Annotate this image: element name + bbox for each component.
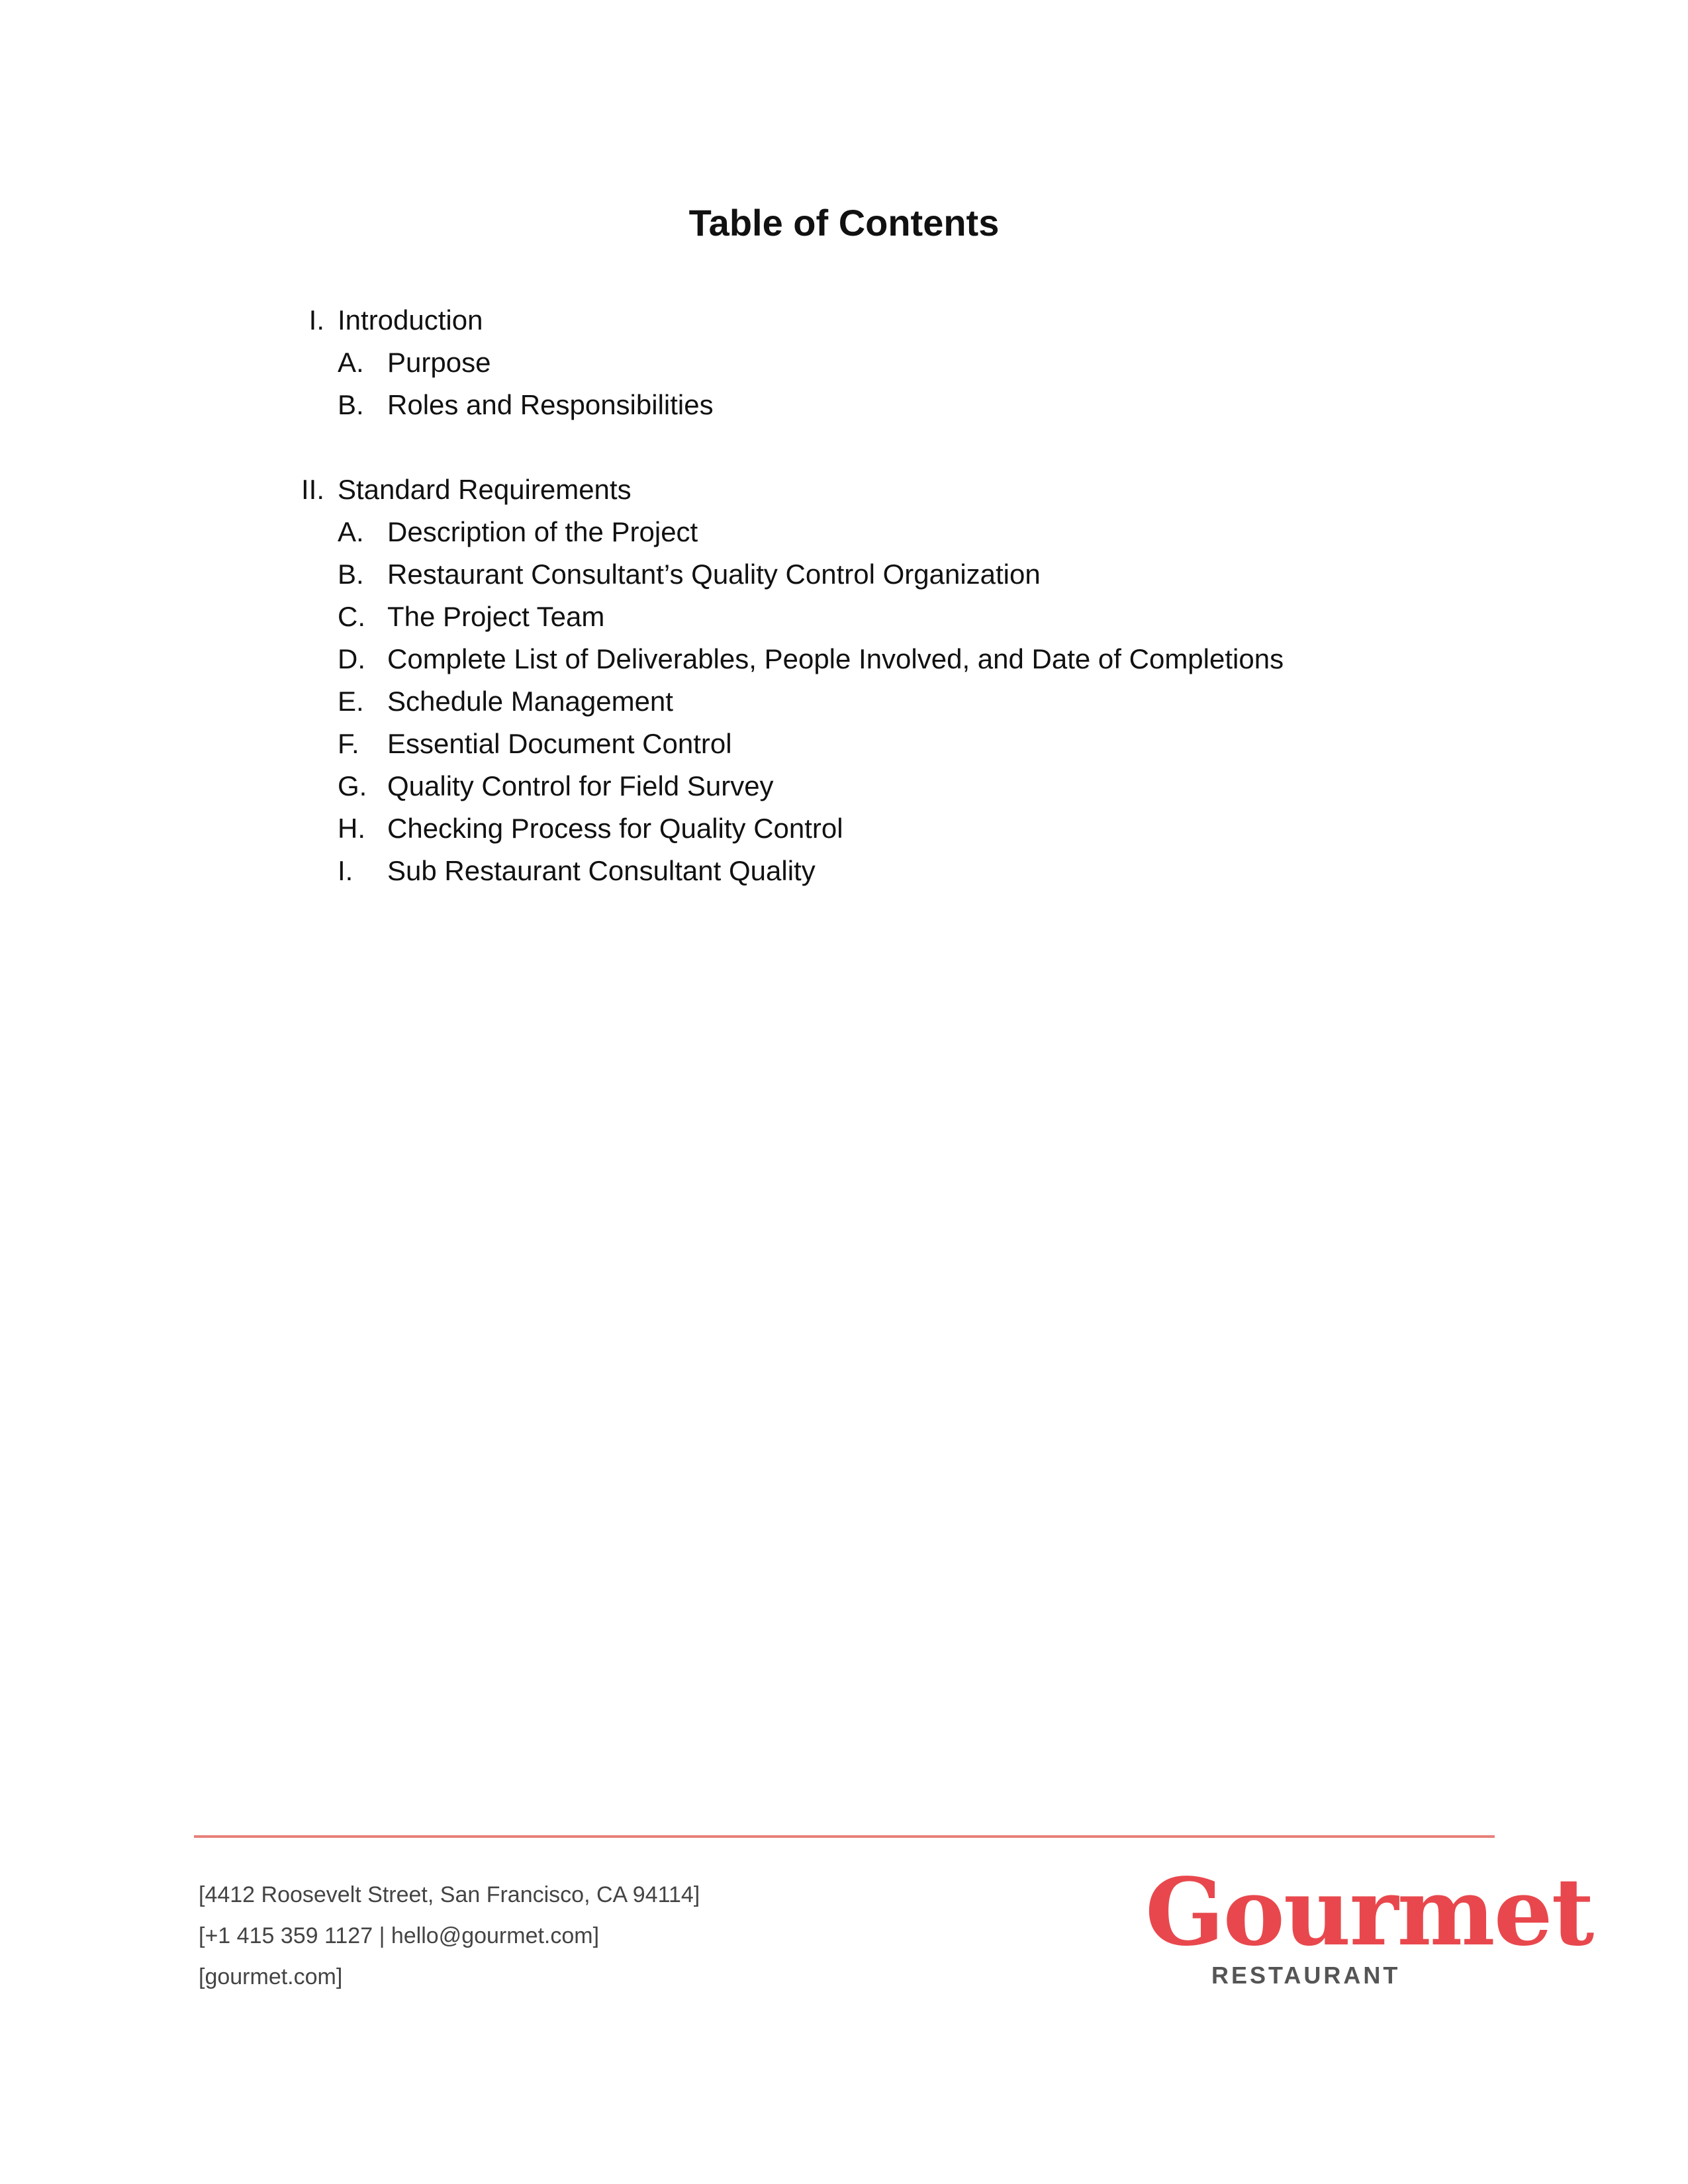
- item-label: Roles and Responsibilities: [387, 389, 714, 420]
- footer-address: [4412 Roosevelt Street, San Francisco, CA 94114]: [199, 1882, 700, 1907]
- item-letter: E.: [338, 686, 364, 717]
- toc-item[interactable]: [0, 341, 1688, 384]
- item-letter: G.: [338, 770, 367, 801]
- item-letter: D.: [338, 643, 365, 674]
- section-label: Introduction: [338, 304, 483, 336]
- section-label: Standard Requirements: [338, 474, 632, 505]
- section-numeral: II.: [301, 474, 324, 505]
- toc-item[interactable]: [0, 765, 1688, 807]
- toc-item[interactable]: [0, 553, 1688, 596]
- item-letter: A.: [338, 516, 364, 547]
- gourmet-restaurant-logo: [1139, 1858, 1593, 1995]
- page-title: Table of Contents: [688, 202, 1000, 244]
- item-letter: A.: [338, 347, 364, 378]
- item-label: Schedule Management: [387, 686, 673, 717]
- item-label: Checking Process for Quality Control: [387, 813, 843, 844]
- item-letter: H.: [338, 813, 365, 844]
- item-letter: C.: [338, 601, 365, 632]
- item-label: Purpose: [387, 347, 491, 378]
- item-label: Restaurant Consultant’s Quality Control Organization: [387, 559, 1041, 590]
- item-label: Sub Restaurant Consultant Quality: [387, 855, 816, 886]
- toc-item[interactable]: [0, 384, 1688, 426]
- footer-phone-email[interactable]: [+1 415 359 1127 | hello@gourmet.com]: [199, 1923, 600, 1948]
- logo-subtitle: RESTAURANT: [1211, 1962, 1401, 1989]
- toc-item[interactable]: [0, 850, 1688, 892]
- toc-section-row[interactable]: [0, 469, 1688, 511]
- toc-section-introduction: [0, 299, 1688, 426]
- item-label: Description of the Project: [387, 516, 698, 547]
- toc-item[interactable]: [0, 511, 1688, 553]
- footer-contact: [199, 1874, 700, 1997]
- table-of-contents: [0, 299, 1688, 934]
- footer-divider: [194, 1835, 1495, 1838]
- toc-section-standard-requirements: [0, 469, 1688, 892]
- footer-website[interactable]: [gourmet.com]: [199, 1964, 343, 1989]
- item-label: The Project Team: [387, 601, 605, 632]
- item-letter: B.: [338, 389, 364, 420]
- item-label: Complete List of Deliverables, People Involved, and Date of Completions: [387, 643, 1284, 674]
- item-letter: B.: [338, 559, 364, 590]
- toc-item[interactable]: [0, 680, 1688, 723]
- toc-item[interactable]: [0, 723, 1688, 765]
- toc-item[interactable]: [0, 807, 1688, 850]
- logo-wordmark: Gourmet: [1145, 1858, 1593, 1967]
- item-label: Quality Control for Field Survey: [387, 770, 774, 801]
- item-label: Essential Document Control: [387, 728, 732, 759]
- toc-item[interactable]: [0, 638, 1688, 680]
- item-letter: F.: [338, 728, 359, 759]
- item-letter: I.: [338, 855, 353, 886]
- toc-section-row[interactable]: [0, 299, 1688, 341]
- section-numeral: I.: [308, 304, 324, 336]
- toc-item[interactable]: [0, 596, 1688, 638]
